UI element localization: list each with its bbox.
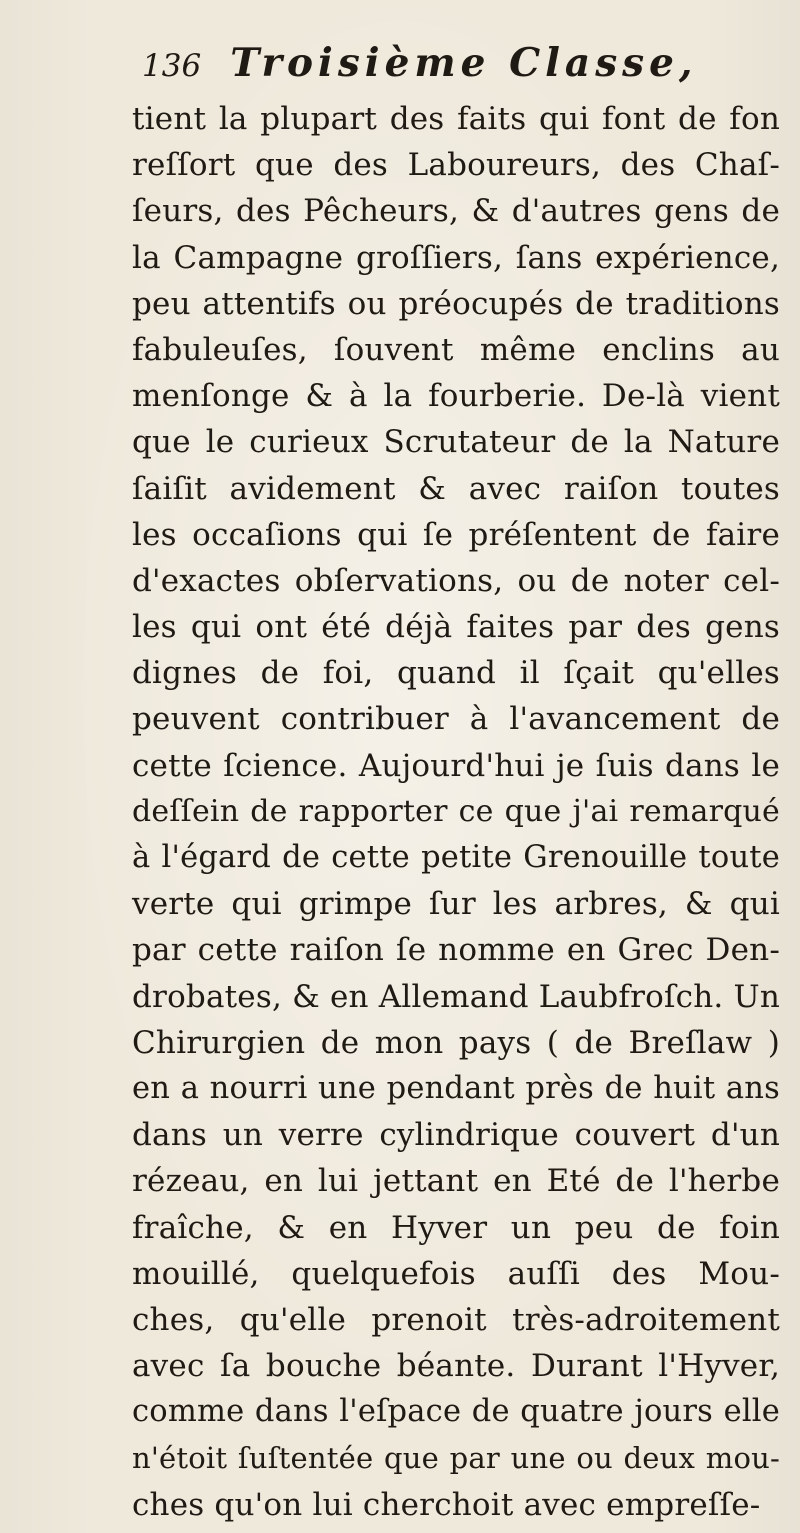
text-line: peuvent contribuer à l'avancement de <box>132 701 780 738</box>
text-line: en a nourri une pendant près de huit ans <box>132 1070 780 1106</box>
text-line: cette ſcience. Aujourd'hui je ſuis dans le <box>132 747 780 784</box>
text-line: dans un verre cylindrique couvert d'un <box>132 1117 780 1154</box>
text-line: que le curieux Scrutateur de la Nature <box>132 424 780 461</box>
text-line: ſaiſit avidement & avec raiſon toutes <box>132 470 780 507</box>
text-line: menſonge & à la fourberie. De-là vient <box>132 378 780 415</box>
text-line: mouillé, quelquefois auſſi des Mou- <box>132 1255 780 1292</box>
text-line: verte qui grimpe ſur les arbres, & qui <box>132 886 780 923</box>
text-line: ſeurs, des Pêcheurs, & d'autres gens de <box>132 193 780 230</box>
text-line: d'exactes obſervations, ou de noter cel- <box>132 562 780 599</box>
text-line: à l'égard de cette petite Grenouille toute <box>132 840 780 875</box>
text-line: la Campagne groſſiers, ſans expérience, <box>132 239 780 276</box>
text-line: rézeau, en lui jettant en Eté de l'herbe <box>132 1163 780 1200</box>
text-line: dignes de foi, quand il ſçait qu'elles <box>132 655 780 692</box>
text-line: fraîche, & en Hyver un peu de foin <box>132 1209 780 1246</box>
text-line: drobates, & en Allemand Laubfroſch. Un <box>132 978 780 1015</box>
text-line: fabuleuſes, ſouvent même enclins au <box>132 331 780 368</box>
text-line: les occaſions qui ſe préſentent de faire <box>132 516 780 553</box>
text-line: ches, qu'elle prenoit très-adroitement <box>132 1301 780 1338</box>
text-line: peu attentifs ou préocupés de traditions <box>132 285 780 322</box>
running-head: Troisième Classe, <box>230 40 698 86</box>
text-line: deſſein de rapporter ce que j'ai remarqué <box>132 793 780 829</box>
text-line: Chirurgien de mon pays ( de Breſlaw ) <box>132 1024 780 1061</box>
text-line: tient la plupart des faits qui font de fon <box>132 101 780 137</box>
text-line: avec ſa bouche béante. Durant l'Hyver, <box>132 1348 780 1385</box>
text-line: les qui ont été déjà faites par des gens <box>132 609 780 646</box>
body-text <box>132 96 780 1528</box>
page-header <box>142 40 782 100</box>
text-line: n'étoit ſuſtentée que par une ou deux mou- <box>132 1441 780 1476</box>
text-line: reſſort que des Laboureurs, des Chaſ- <box>132 147 780 184</box>
text-line: par cette raiſon ſe nomme en Grec Den- <box>132 932 780 969</box>
text-line: comme dans l'eſpace de quatre jours elle <box>132 1394 780 1430</box>
text-line: ches qu'on lui cherchoit avec empreſſe- <box>132 1486 761 1523</box>
page-number: 136 <box>142 48 202 84</box>
